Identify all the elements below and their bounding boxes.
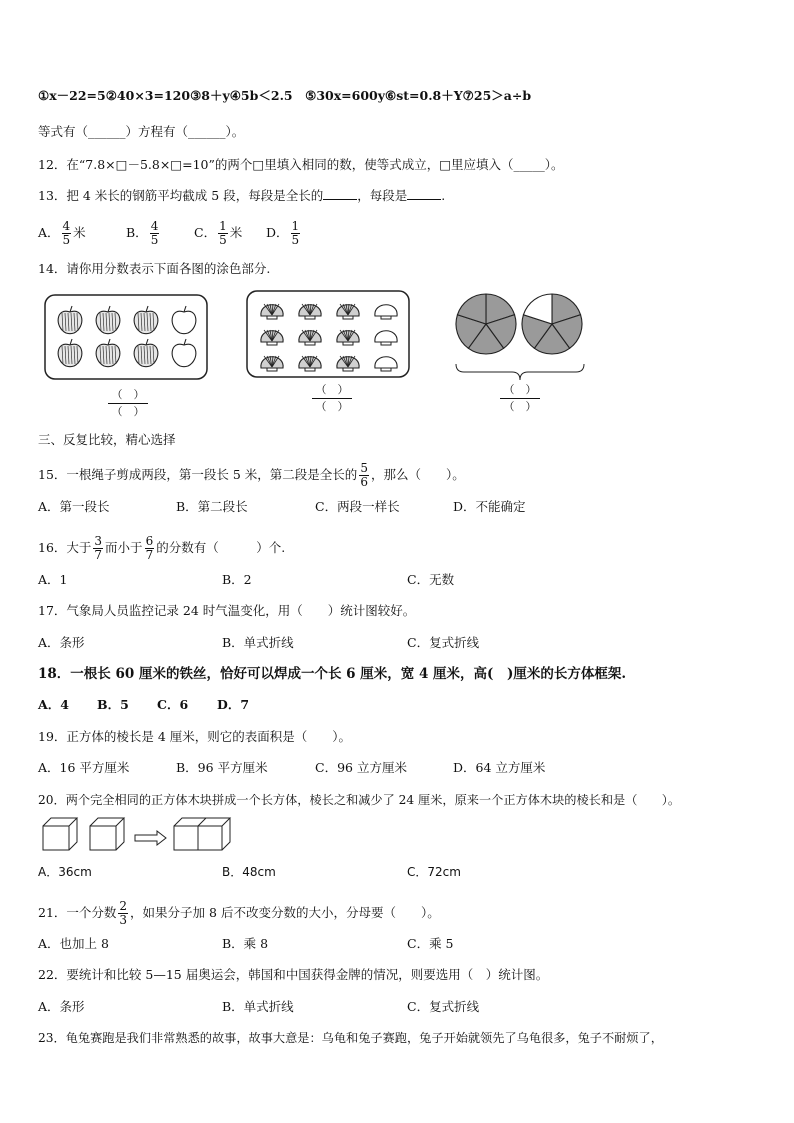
- q13-blank-1[interactable]: [323, 199, 357, 200]
- fraction: [150, 220, 160, 247]
- q18-option-d: D．7: [217, 697, 250, 712]
- apple-shaded-icon: [96, 339, 120, 367]
- q12-text: 12．在“7.8×□－5.8×□=10”的两个□里填入相同的数，使等式成立，□里应填入（_____）。: [38, 157, 564, 172]
- fraction: [218, 220, 228, 247]
- q17-option-c: C．复式折线: [407, 635, 480, 650]
- fraction: [62, 220, 72, 247]
- q15-text-a: 15．一根绳子剪成两段，第一段长 5 米，第二段是全长的: [38, 467, 358, 482]
- q18-option-c: C．6: [157, 697, 189, 712]
- shell-figure: [246, 290, 410, 378]
- option-letter: A．: [38, 225, 60, 240]
- q22-option-a: A．条形: [38, 999, 85, 1014]
- pie-2: [522, 294, 582, 354]
- denominator: 3: [119, 913, 128, 927]
- option-letter: B．: [126, 225, 148, 240]
- q20-option-c: C．72cm: [407, 865, 461, 879]
- q21-text-a: 21．一个分数: [38, 905, 117, 920]
- q14-text: 14．请你用分数表示下面各图的涂色部分.: [38, 261, 271, 276]
- numerator-paren: （ ）: [503, 383, 537, 396]
- q18-text: 18．一根长 60 厘米的铁丝，恰好可以焊成一个长 6 厘米，宽 4 厘米，高( )厘米的长方体框架.: [38, 666, 627, 682]
- q16-text-b: 而小于: [105, 540, 143, 555]
- q19-option-b: B．96 平方厘米: [176, 760, 268, 775]
- q21-option-b: B．乘 8: [222, 936, 269, 951]
- shell-shaded-icon: [261, 356, 283, 371]
- numerator: 3: [94, 534, 103, 548]
- shell-icon: [375, 331, 397, 345]
- shell-icon: [375, 305, 397, 319]
- section-3-title: 三、反复比较，精心选择: [38, 432, 176, 447]
- shell-icon: [375, 357, 397, 371]
- q19-option-d: D．64 立方厘米: [453, 760, 546, 775]
- q21-option-c: C．乘 5: [407, 936, 454, 951]
- option-letter: C．: [194, 225, 217, 240]
- q13-text-b: ，每段是: [357, 188, 408, 203]
- q15-text: [38, 462, 465, 489]
- apple-shaded-icon: [134, 339, 158, 367]
- q20-text: 20．两个完全相同的正方体木块拼成一个长方体，棱长之和减少了 24 厘米，原来一个正方体木块的棱长和是（ ）。: [38, 793, 681, 807]
- shell-shaded-icon: [337, 356, 359, 371]
- numerator: 4: [62, 219, 71, 233]
- cuboid: [174, 818, 230, 850]
- cube-1: [43, 818, 77, 850]
- shell-shaded-icon: [337, 330, 359, 345]
- q16-text-a: 16．大于: [38, 540, 92, 555]
- q20-option-b: B．48cm: [222, 865, 276, 879]
- q22-text: 22．要统计和比较 5—15 届奥运会，韩国和中国获得金牌的情况，则要选用（ ）统计图。: [38, 967, 549, 982]
- fraction: [359, 462, 369, 489]
- denominator-paren: （ ）: [503, 400, 537, 413]
- q21-option-a: A．也加上 8: [38, 936, 109, 951]
- q21-text: [38, 900, 440, 927]
- q21-text-b: ，如果分子加 8 后不改变分数的大小，分母要（ ）。: [130, 905, 440, 920]
- apple-shaded-icon: [58, 306, 82, 334]
- shell-shaded-icon: [299, 304, 321, 319]
- q19-option-a: A．16 平方厘米: [38, 760, 130, 775]
- cube-2: [90, 818, 124, 850]
- numerator: 1: [291, 219, 300, 233]
- q13-text-a: 13．把 4 米长的钢筋平均截成 5 段，每段是全长的: [38, 188, 324, 203]
- q13-text: [38, 188, 445, 204]
- denominator: 5: [62, 233, 71, 247]
- shell-shaded-icon: [261, 330, 283, 345]
- denominator: 7: [145, 548, 154, 562]
- numerator: 4: [150, 219, 159, 233]
- option-letter: D．: [266, 225, 289, 240]
- apple-shaded-icon: [58, 339, 82, 367]
- q17-option-a: A．条形: [38, 635, 85, 650]
- q22-option-c: C．复式折线: [407, 999, 480, 1014]
- apple-figure: [44, 294, 208, 380]
- denominator-paren: （ ）: [111, 405, 145, 418]
- fraction: [93, 535, 103, 562]
- q20-option-a: A．36cm: [38, 865, 92, 879]
- numerator: 1: [219, 219, 227, 233]
- shell-fraction-answer[interactable]: [312, 384, 352, 413]
- q23-text: 23．龟兔赛跑是我们非常熟悉的故事，故事大意是：乌龟和兔子赛跑，兔子开始就领先了乌龟很多，兔子不耐烦了，: [38, 1031, 663, 1045]
- denominator: 6: [360, 475, 368, 489]
- apple-shaded-icon: [134, 306, 158, 334]
- q15-option-c: C．两段一样长: [315, 499, 400, 514]
- denominator: 5: [219, 233, 227, 247]
- q16-text: [38, 535, 285, 562]
- fraction: [145, 535, 155, 562]
- q19-option-c: C．96 立方厘米: [315, 760, 407, 775]
- q16-option-b: B．2: [222, 572, 252, 587]
- q16-option-c: C．无数: [407, 572, 455, 587]
- denominator-paren: （ ）: [315, 400, 349, 413]
- q13-text-c: .: [441, 188, 446, 203]
- denominator: 5: [150, 233, 159, 247]
- q17-text: 17．气象局人员监控记录 24 时气温变化，用（ ）统计图较好。: [38, 603, 416, 618]
- q13-blank-2[interactable]: [407, 199, 441, 200]
- q13-option-a: [38, 220, 86, 247]
- q13-option-d: [266, 220, 302, 247]
- q19-text: 19．正方体的棱长是 4 厘米，则它的表面积是（ ）。: [38, 729, 352, 744]
- fraction: [118, 900, 128, 927]
- shell-shaded-icon: [299, 356, 321, 371]
- q15-text-b: ，那么（ ）。: [370, 467, 465, 482]
- pie-fraction-answer[interactable]: [500, 384, 540, 413]
- q15-option-d: D．不能确定: [453, 499, 526, 514]
- apple-icon: [172, 306, 196, 334]
- q18-option-b: B．5: [97, 697, 129, 712]
- pie-figure: [450, 288, 590, 384]
- q11-expressions: ①x－22=5②40×3=120③8＋y④5b＜2.5 ⑤30x=600y⑥st=0.8＋Y⑦25＞a÷b: [38, 88, 532, 103]
- arrow-icon: [135, 831, 166, 845]
- numerator: 5: [360, 461, 368, 475]
- apple-shaded-icon: [96, 306, 120, 334]
- numerator-paren: （ ）: [111, 388, 145, 401]
- apple-icon: [172, 339, 196, 367]
- shell-shaded-icon: [337, 304, 359, 319]
- q18-option-a: A．4: [38, 697, 69, 712]
- q13-option-c: [194, 220, 242, 247]
- q11-answer-line: 等式有（______）方程有（______）。: [38, 124, 245, 139]
- q16-option-a: A．1: [38, 572, 68, 587]
- brace: [456, 364, 584, 380]
- denominator: 7: [94, 548, 103, 562]
- q13-option-b: [126, 220, 161, 247]
- q15-option-a: A．第一段长: [38, 499, 110, 514]
- unit: 米: [73, 225, 86, 240]
- numerator: 2: [119, 899, 128, 913]
- q22-option-b: B．单式折线: [222, 999, 294, 1014]
- cube-figure: [42, 816, 234, 852]
- shell-shaded-icon: [299, 330, 321, 345]
- shell-shaded-icon: [261, 304, 283, 319]
- numerator-paren: （ ）: [315, 383, 349, 396]
- fraction: [291, 220, 301, 247]
- numerator: 6: [145, 534, 154, 548]
- q17-option-b: B．单式折线: [222, 635, 294, 650]
- q15-option-b: B．第二段长: [176, 499, 248, 514]
- apple-fraction-answer[interactable]: [108, 389, 148, 418]
- pie-1: [456, 294, 516, 354]
- q16-text-c: 的分数有（ ）个.: [156, 540, 286, 555]
- unit: 米: [229, 225, 243, 240]
- denominator: 5: [291, 233, 300, 247]
